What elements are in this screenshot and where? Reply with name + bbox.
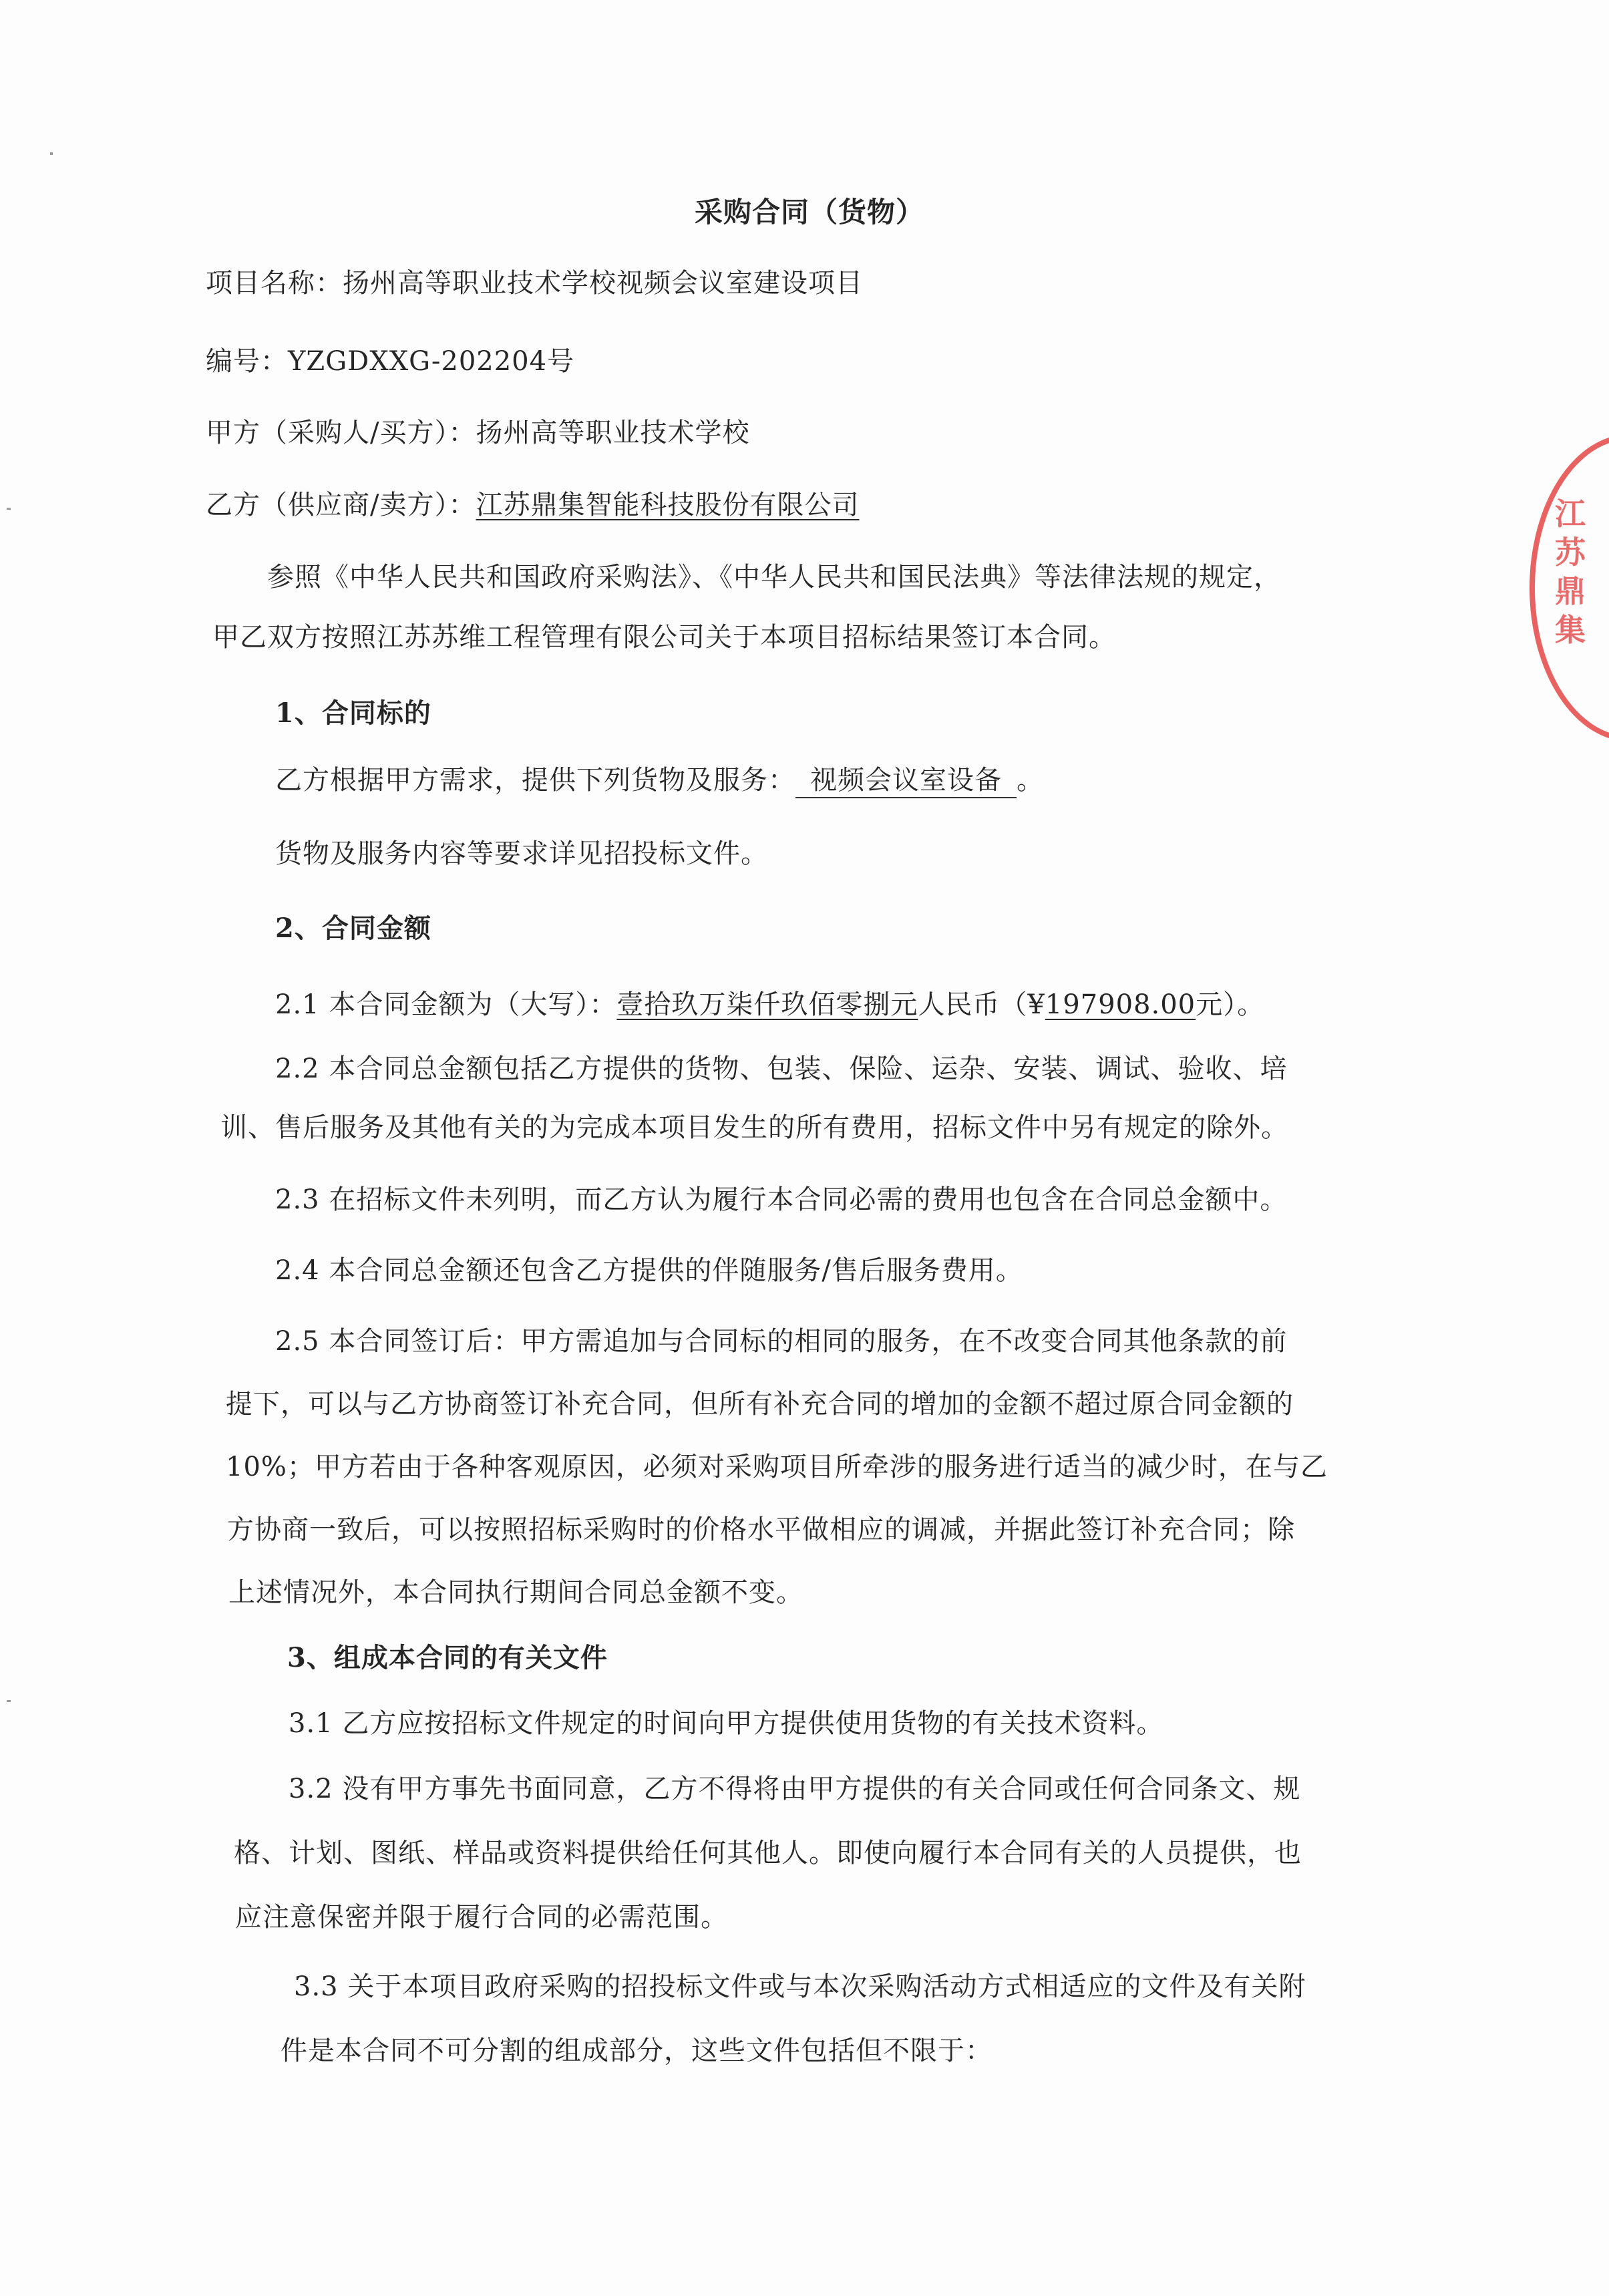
preamble-line-2: 甲乙双方按照江苏苏维工程管理有限公司关于本项目招标结果签订本合同。: [212, 622, 1116, 653]
clause-2-2-line-1: 2.2 本合同总金额包括乙方提供的货物、包装、保险、运杂、安装、调试、验收、培: [275, 1053, 1288, 1084]
scan-speck: [50, 152, 53, 155]
section-1-paragraph-1: [275, 762, 1044, 799]
project-name-line: [206, 265, 863, 302]
project-name-value: 扬州高等职业技术学校视频会议室建设项目: [343, 268, 863, 299]
clause-2-5-line-5: 上述情况外，本合同执行期间合同总金额不变。: [228, 1577, 803, 1608]
section-1-paragraph-2: 货物及服务内容等要求详见招投标文件。: [275, 838, 768, 869]
clause-2-1-text: 2.1 本合同金额为（大写）：: [275, 989, 617, 1020]
contract-number-label: 编号：: [206, 346, 288, 377]
clause-2-1-end: 元）。: [1196, 989, 1265, 1020]
scan-speck: [7, 1700, 11, 1702]
amount-in-figures: 197908.00: [1045, 989, 1196, 1020]
goods-value: 视频会议室设备: [795, 764, 1017, 798]
clause-3-3-line-2: 件是本合同不可分割的组成部分，这些文件包括但不限于：: [281, 2035, 993, 2066]
clause-2-1-currency: 人民币（¥: [918, 989, 1045, 1020]
clause-2-5-line-3: 10%；甲方若由于各种客观原因，必须对采购项目所牵涉的服务进行适当的减少时，在与乙: [226, 1452, 1328, 1482]
clause-2-4: 2.4 本合同总金额还包含乙方提供的伴随服务/售后服务费用。: [275, 1255, 1023, 1286]
clause-2-5-line-4: 方协商一致后，可以按照招标采购时的价格水平做相应的调减，并据此签订补充合同；除: [227, 1514, 1295, 1545]
clause-2-1: [275, 986, 1264, 1023]
section-2-heading: 2、合同金额: [275, 913, 431, 944]
section-1-heading: 1、合同标的: [275, 697, 431, 729]
company-seal-text: 江苏鼎集: [1555, 496, 1586, 648]
preamble-line-1: 参照《中华人民共和国政府采购法》、《中华人民共和国民法典》等法律法规的规定，: [267, 562, 1281, 593]
party-a-value: 扬州高等职业技术学校: [476, 418, 750, 448]
section-1-text: 乙方根据甲方需求，提供下列货物及服务：: [275, 765, 795, 796]
clause-2-5-line-1: 2.5 本合同签订后：甲方需追加与合同标的相同的服务，在不改变合同其他条款的前: [275, 1326, 1288, 1357]
clause-3-2-line-1: 3.2 没有甲方事先书面同意，乙方不得将由甲方提供的有关合同或任何合同条文、规: [289, 1774, 1301, 1804]
party-b-label: 乙方（供应商/卖方）：: [206, 490, 476, 520]
scan-speck: [7, 508, 11, 510]
amount-in-words: 壹拾玖万柒仟玖佰零捌元: [616, 989, 918, 1020]
clause-2-3: 2.3 在招标文件未列明，而乙方认为履行本合同必需的费用也包含在合同总金额中。: [275, 1184, 1288, 1215]
clause-2-5-line-2: 提下，可以与乙方协商签订补充合同，但所有补充合同的增加的金额不超过原合同金额的: [226, 1389, 1294, 1420]
party-a-label: 甲方（采购人/买方）：: [206, 418, 476, 448]
clause-2-2-line-2: 训、售后服务及其他有关的为完成本项目发生的所有费用，招标文件中另有规定的除外。: [220, 1112, 1288, 1143]
contract-number-value: YZGDXXG-202204: [288, 346, 548, 377]
party-a-line: [206, 414, 749, 452]
clause-3-2-line-2: 格、计划、图纸、样品或资料提供给任何其他人。即使向履行本合同有关的人员提供，也: [234, 1838, 1302, 1868]
section-1-period: 。: [1017, 765, 1044, 796]
party-b-value: 江苏鼎集智能科技股份有限公司: [476, 490, 860, 520]
party-b-line: [206, 486, 859, 524]
section-3-heading: 3、组成本合同的有关文件: [287, 1642, 608, 1673]
contract-number-suffix: 号: [547, 346, 575, 377]
clause-3-1: 3.1 乙方应按招标文件规定的时间向甲方提供使用货物的有关技术资料。: [289, 1708, 1164, 1739]
project-name-label: 项目名称：: [206, 268, 343, 299]
document-title: 采购合同（货物）: [695, 196, 925, 228]
clause-3-2-line-3: 应注意保密并限于履行合同的必需范围。: [235, 1902, 728, 1933]
clause-3-3-line-1: 3.3 关于本项目政府采购的招投标文件或与本次采购活动方式相适应的文件及有关附: [294, 1971, 1306, 2002]
contract-number-line: [206, 343, 574, 380]
